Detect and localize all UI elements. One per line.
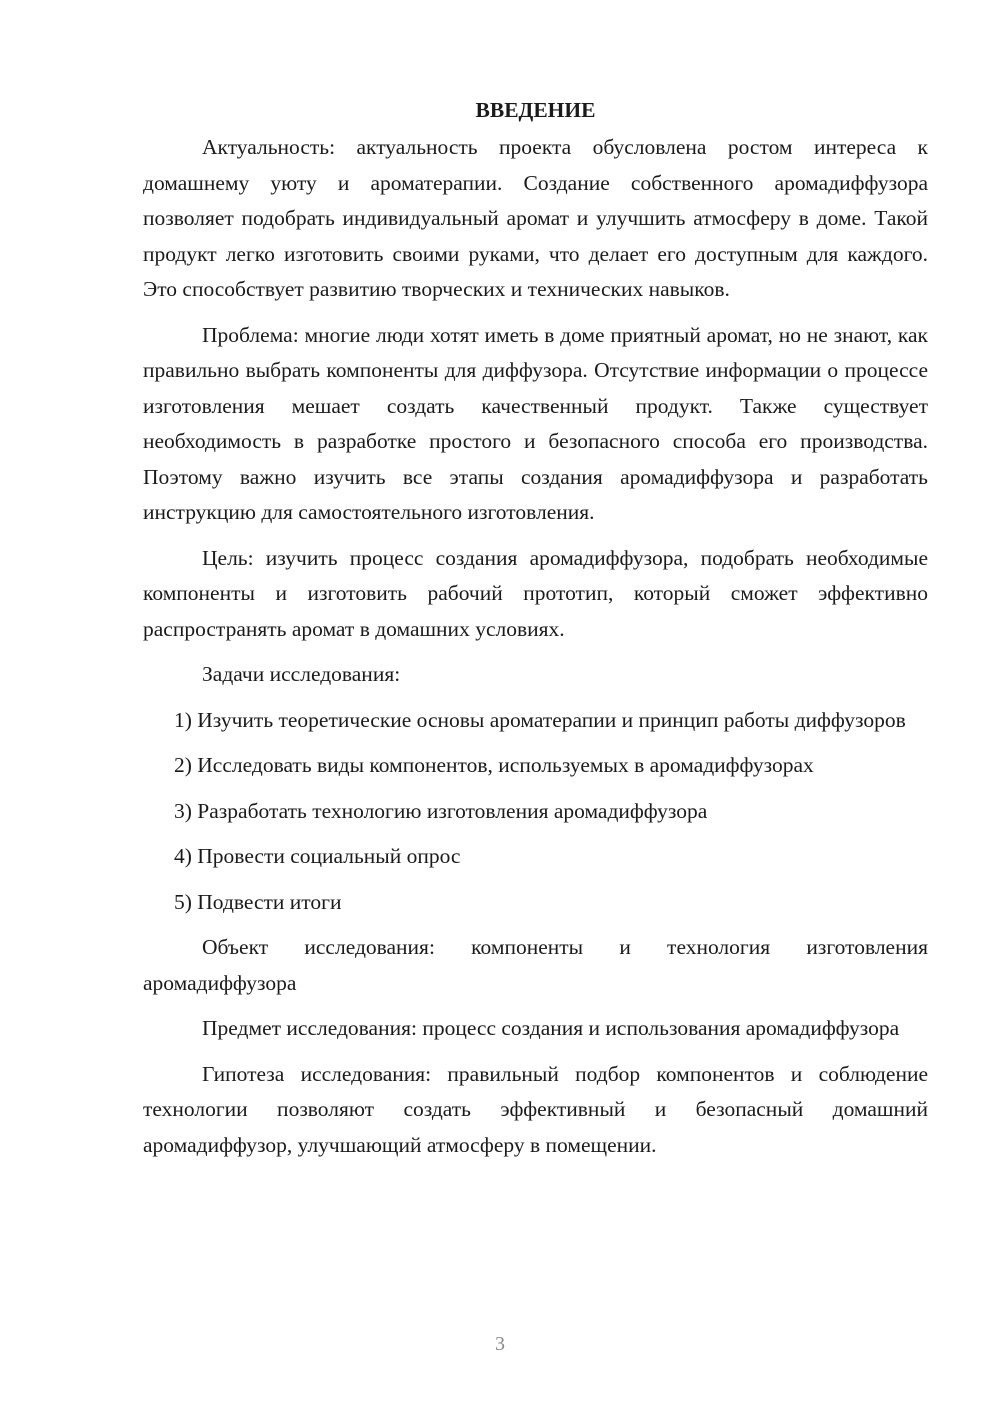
document-body	[143, 93, 928, 1173]
paragraph-goal: Цель: изучить процесс создания аромадиффузора, подобрать необходимые компоненты и изготовить рабочий прототип, который сможет эффективно распространять аромат в домашних условиях.	[143, 545, 928, 641]
task-item: 4) Провести социальный опрос	[174, 844, 461, 868]
tasks-heading: Задачи исследования:	[202, 662, 401, 686]
task-item: 3) Разработать технологию изготовления аромадиффузора	[174, 798, 708, 823]
paragraph-problem: Проблема: многие люди хотят иметь в доме приятный аромат, но не знают, как правильно выбрать компоненты для диффузора. Отсутствие информации о процессе изготовления мешает создать качественный продукт. Также существует необходимость в разработке простого и безопасного способа его производства. Поэтому важно изучить все этапы создания аромадиффузора и разработать инструкцию для самостоятельного изготовления.	[143, 322, 928, 524]
task-item: 5) Подвести итоги	[174, 889, 342, 914]
paragraph-relevance: Актуальность: актуальность проекта обусловлена ростом интереса к домашнему уюту и ароматерапии. Создание собственного аромадиффузора позволяет подобрать индивидуальный аромат и улучшить атмосферу в доме. Такой продукт легко изготовить своими руками, что делает его доступным для каждого. Это способствует развитию творческих и технических навыков.	[143, 135, 928, 301]
paragraph-subject: Предмет исследования: процесс создания и использования аромадиффузора	[202, 1016, 900, 1040]
paragraph-object: Объект исследования: компоненты и технология изготовления аромадиффузора	[143, 935, 928, 995]
page-title: ВВЕДЕНИЕ	[475, 98, 596, 122]
task-item: 2) Исследовать виды компонентов, используемых в аромадиффузорах	[174, 753, 814, 777]
page-number: 3	[495, 1333, 505, 1355]
paragraph-hypothesis: Гипотеза исследования: правильный подбор компонентов и соблюдение технологии позволяют создать эффективный и безопасный домашний аромадиффузор, улучшающий атмосферу в помещении.	[143, 1061, 928, 1157]
task-item: 1) Изучить теоретические основы ароматерапии и принцип работы диффузоров	[174, 707, 906, 732]
